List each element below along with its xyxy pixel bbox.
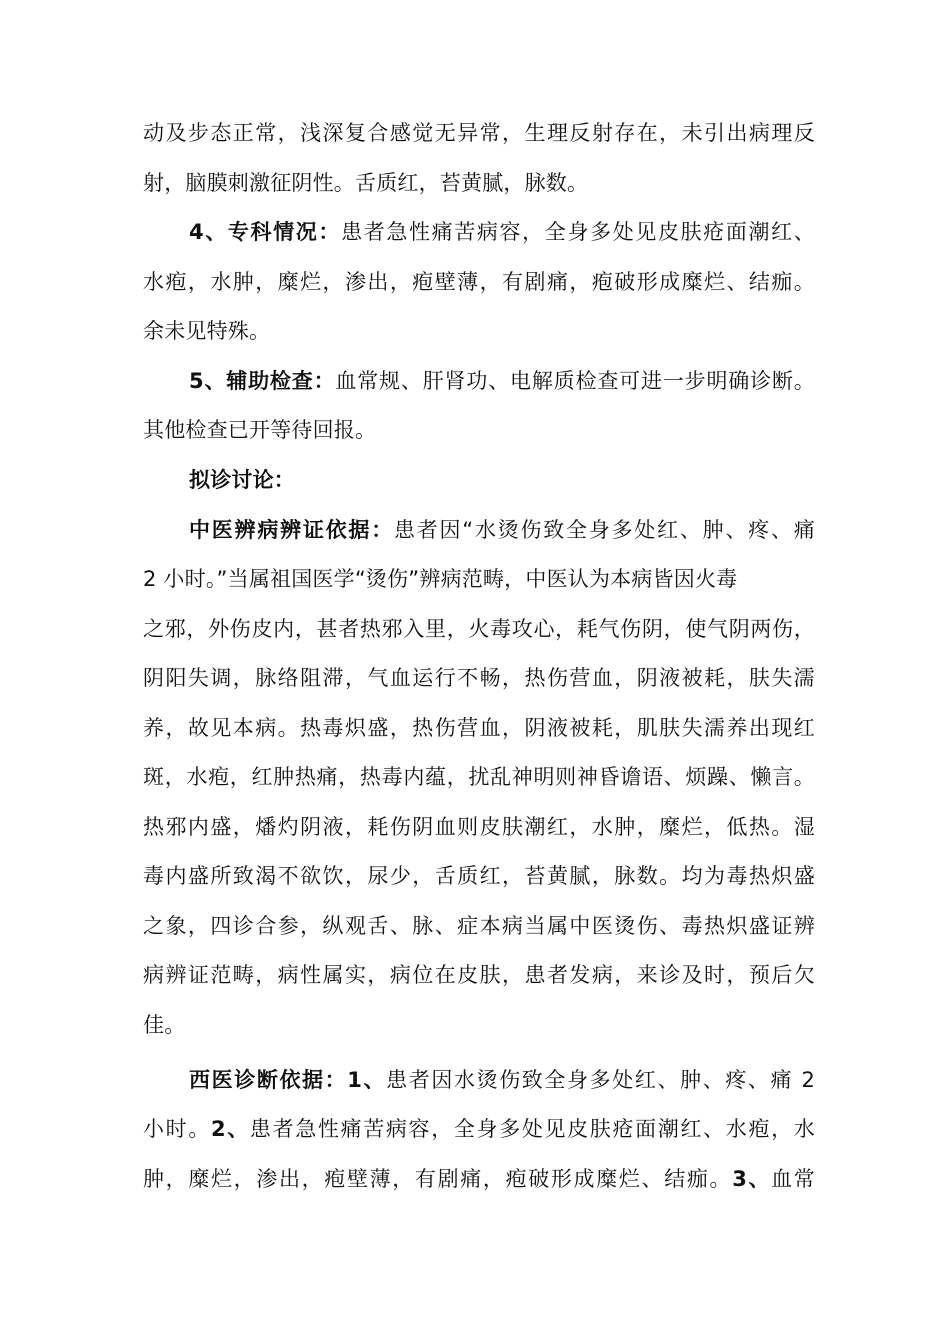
text-run: 养，故见本病。热毒炽盛，热伤营血，阴液被耗，肌肤失濡养出现红 <box>143 716 815 740</box>
text-run: 之邪，外伤皮内，甚者热邪入里，火毒攻心，耗气伤阴，使气阴两伤， <box>143 617 815 641</box>
text-run: 患者急性痛苦病容，全身多处见皮肤疮面潮红、水疱，水 <box>249 1117 815 1141</box>
text-run: 小时。 <box>143 1117 211 1141</box>
text-line <box>143 561 815 597</box>
section-heading: 中医辨病辨证依据： <box>189 518 394 542</box>
tcm-basis-line <box>189 512 815 548</box>
text-line <box>143 660 815 696</box>
western-basis-line <box>189 1062 815 1098</box>
text-run: 斑，水疱，红肿热痛，热毒内蕴，扰乱神明则神昏谵语、烦躁、懒言。 <box>143 765 815 789</box>
text-line <box>143 1161 815 1197</box>
item-number: 1、 <box>347 1068 387 1092</box>
discussion-heading-line <box>189 462 815 498</box>
text-run: 动及步态正常，浅深复合感觉无异常，生理反射存在，未引出病理反 <box>143 121 815 145</box>
item-number: 3、 <box>732 1167 772 1191</box>
section-4-line <box>189 214 815 250</box>
text-line <box>143 858 815 894</box>
item-number: 2、 <box>210 1117 250 1141</box>
text-run: 血常 <box>771 1167 815 1191</box>
text-run: 毒内盛所致渴不欲饮，尿少，舌质红，苔黄腻，脉数。均为毒热炽盛 <box>143 864 815 888</box>
text-line <box>143 710 815 746</box>
text-run: 患者急性痛苦病容，全身多处见皮肤疮面潮红、 <box>341 220 815 244</box>
text-line <box>143 165 815 201</box>
section-heading: 4、专科情况： <box>189 220 342 244</box>
text-line <box>143 759 815 795</box>
section-heading: 西医诊断依据： <box>189 1068 348 1092</box>
text-run: 肿，糜烂，渗出，疱壁薄，有剧痛，疱破形成糜烂、结痂。 <box>143 1167 733 1191</box>
text-line <box>143 611 815 647</box>
section-heading: 5、辅助检查： <box>189 369 336 393</box>
text-line <box>143 1007 815 1043</box>
text-run: 之象，四诊合参，纵观舌、脉、症本病当属中医烫伤、毒热炽盛证辨 <box>143 914 815 938</box>
text-run: 热邪内盛，燔灼阴液，耗伤阴血则皮肤潮红，水肿，糜烂，低热。湿 <box>143 815 815 839</box>
text-run: 病辨证范畴，病性属实，病位在皮肤，患者发病，来诊及时，预后欠 <box>143 963 815 987</box>
text-run: 患者因水烫伤致全身多处红、肿、疼、痛 2 <box>386 1068 815 1092</box>
text-line <box>143 313 815 349</box>
text-run: 患者因“水烫伤致全身多处红、肿、疼、痛 <box>393 518 815 542</box>
text-line <box>143 957 815 993</box>
text-run: 阴阳失调，脉络阻滞，气血运行不畅，热伤营血，阴液被耗，肤失濡 <box>143 666 815 690</box>
text-line <box>143 908 815 944</box>
text-line <box>143 1111 815 1147</box>
text-run: 佳。 <box>143 1013 186 1037</box>
section-heading: 拟诊讨论： <box>189 468 295 492</box>
text-line <box>143 809 815 845</box>
text-run: 2 小时。”当属祖国医学“烫伤”辨病范畴，中医认为本病皆因火毒 <box>143 567 738 591</box>
text-run: 水疱，水肿，糜烂，渗出，疱壁薄，有剧痛，疱破形成糜烂、结痂。 <box>143 270 815 294</box>
text-run: 血常规、肝肾功、电解质检查可进一步明确诊断。 <box>335 369 815 393</box>
text-line <box>143 412 815 448</box>
text-run: 射，脑膜刺激征阴性。舌质红，苔黄腻，脉数。 <box>143 171 589 195</box>
text-line <box>143 264 815 300</box>
text-run: 余未见特殊。 <box>143 319 271 343</box>
section-5-line <box>189 363 815 399</box>
text-line <box>143 115 815 151</box>
text-run: 其他检查已开等待回报。 <box>143 418 377 442</box>
